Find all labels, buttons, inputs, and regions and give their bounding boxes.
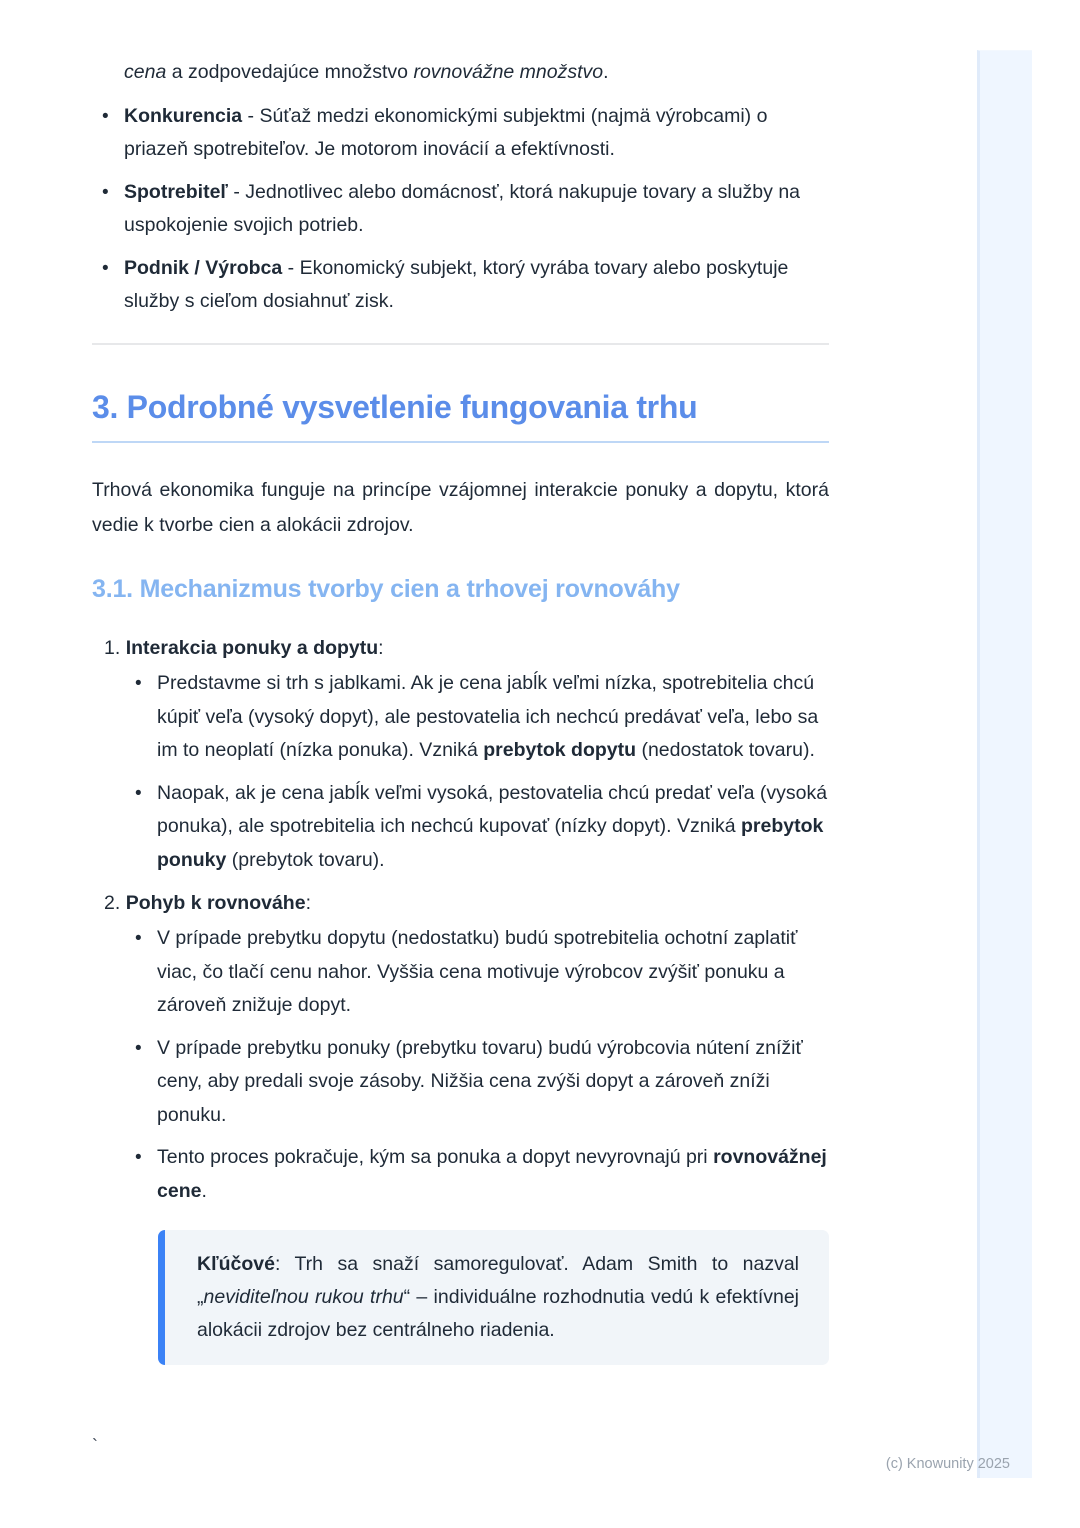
term-konkurencia: Konkurencia (124, 105, 243, 127)
bullet-text-after: . (201, 1179, 207, 1202)
term-definition: Jednotlivec alebo domácnosť, ktorá nakupuje tovary a služby na uspokojenie svojich potrieb. (124, 181, 801, 236)
section-title: 3. Podrobné vysvetlenie fungovania trhu (92, 389, 829, 443)
callout-text: Trh sa snaží samoregulovať. Adam Smith to nazval (294, 1253, 799, 1275)
term-spotrebitel: Spotrebiteľ (124, 181, 228, 203)
callout-quote-close: “ (403, 1286, 411, 1308)
subsection-title: 3.1. Mechanizmus tvorby cien a trhovej rovnováhy (92, 575, 680, 603)
bullet-icon: • (135, 1037, 142, 1059)
item-heading-text: Interakcia ponuky a dopytu (125, 637, 379, 659)
item-number: 2. (104, 892, 121, 914)
document-content (92, 44, 829, 1365)
numbered-item-1-heading (92, 632, 829, 665)
bullet-text-after: (prebytok tovaru). (226, 848, 385, 871)
key-takeaway-callout (158, 1230, 829, 1365)
section-divider (92, 343, 829, 345)
bullet-text-after: (nedostatok tovaru). (636, 739, 815, 761)
term-definition: Ekonomický subjekt, ktorý vyrába tovary alebo poskytuje služby s cieľom dosiahnuť zisk. (124, 257, 789, 312)
right-scroll-panel[interactable] (977, 50, 1032, 1478)
item-number: 1. (104, 637, 121, 659)
copyright-watermark: (c) Knowunity 2025 (885, 1456, 1010, 1472)
bullet-icon: • (102, 258, 109, 279)
continuation-period: . (603, 61, 609, 83)
callout-label: Kľúčové (197, 1253, 275, 1275)
item-heading-colon: : (305, 892, 311, 914)
sub-bullet (92, 1032, 829, 1133)
continuation-text: a zodpovedajúce množstvo (166, 61, 414, 83)
bullet-bold-text: rovnovážnej cene (157, 1146, 827, 1202)
bullet-icon: • (102, 106, 109, 127)
numbered-item-2-heading (92, 887, 829, 920)
bullet-icon: • (102, 182, 109, 203)
bullet-text: Naopak, ak je cena jabĺk veľmi vysoká, pestovatelia chcú predať veľa (vysoká ponuka), ale spotrebitelia ich nechcú kupovať (nízky dopyt). Vzniká (157, 781, 828, 837)
numbered-item-2 (92, 887, 829, 1208)
numbered-item-1 (92, 632, 829, 877)
item-heading-text: Pohyb k rovnováhe (125, 892, 306, 914)
term-definition: Súťaž medzi ekonomickými subjektmi (najmä výrobcami) o priazeň spotrebiteľov. Je motorom inovácií a efektívnosti. (124, 105, 768, 160)
italic-term-rovnovazne-mnozstvo: rovnovážne množstvo (413, 61, 604, 83)
definition-list (92, 100, 829, 318)
sub-bullet (92, 1141, 829, 1208)
continuation-paragraph (124, 56, 829, 89)
sub-bullet-list (92, 922, 829, 1208)
numbered-list (92, 632, 829, 1208)
callout-quote-open: „ (197, 1286, 204, 1308)
bullet-icon: • (135, 782, 142, 804)
bullet-bold-text: prebytok ponuky (157, 815, 824, 871)
stray-backtick-character: ` (92, 1436, 98, 1456)
callout-dash: – (410, 1286, 434, 1308)
item-heading-colon: : (378, 637, 384, 659)
sub-bullet (92, 667, 829, 768)
callout-colon: : (274, 1253, 295, 1275)
callout-text-2: individuálne rozhodnutia vedú k efektívnej alokácii zdrojov bez centrálneho riadenia. (197, 1286, 800, 1341)
bullet-bold-text: prebytok dopytu (483, 739, 637, 761)
term-separator: - (227, 181, 246, 203)
list-item-spotrebitel (92, 176, 829, 242)
bullet-icon: • (135, 1147, 142, 1168)
term-separator: - (282, 257, 300, 279)
section-intro-paragraph: Trhová ekonomika funguje na princípe vzájomnej interakcie ponuky a dopytu, ktorá vedie k tvorbe cien a alokácii zdrojov. (92, 479, 829, 536)
sub-bullet (92, 777, 829, 878)
list-item-konkurencia (92, 100, 829, 166)
term-podnik-vyrobca: Podnik / Výrobca (124, 257, 283, 279)
bullet-icon: • (135, 928, 142, 949)
bullet-icon: • (135, 673, 142, 694)
bullet-text: Predstavme si trh s jablkami. Ak je cena jabĺk veľmi nízka, spotrebitelia chcú kúpiť veľa (vysoký dopyt), ale pestovatelia ich nechcú predávať veľa, lebo sa im to neoplatí (nízka ponuka). Vzniká (157, 672, 819, 761)
list-item-podnik-vyrobca (92, 252, 829, 318)
italic-term-cena: cena (124, 61, 167, 83)
bullet-text: V prípade prebytku ponuky (prebytku tovaru) budú výrobcovia nútení znížiť ceny, aby predali svoje zásoby. Nižšia cena zvýši dopyt a zároveň zníži ponuku. (157, 1036, 803, 1126)
callout-quoted-phrase: neviditeľnou rukou trhu (203, 1286, 404, 1308)
sub-bullet-list (92, 667, 829, 877)
sub-bullet (92, 922, 829, 1023)
bullet-text: V prípade prebytku dopytu (nedostatku) budú spotrebitelia ochotní zaplatiť viac, čo tlačí cenu nahor. Vyššia cena motivuje výrobcov zvýšiť ponuku a zároveň znižuje dopyt. (157, 927, 798, 1016)
bullet-text: Tento proces pokračuje, kým sa ponuka a dopyt nevyrovnajú pri (157, 1146, 714, 1168)
term-separator: - (242, 105, 260, 127)
